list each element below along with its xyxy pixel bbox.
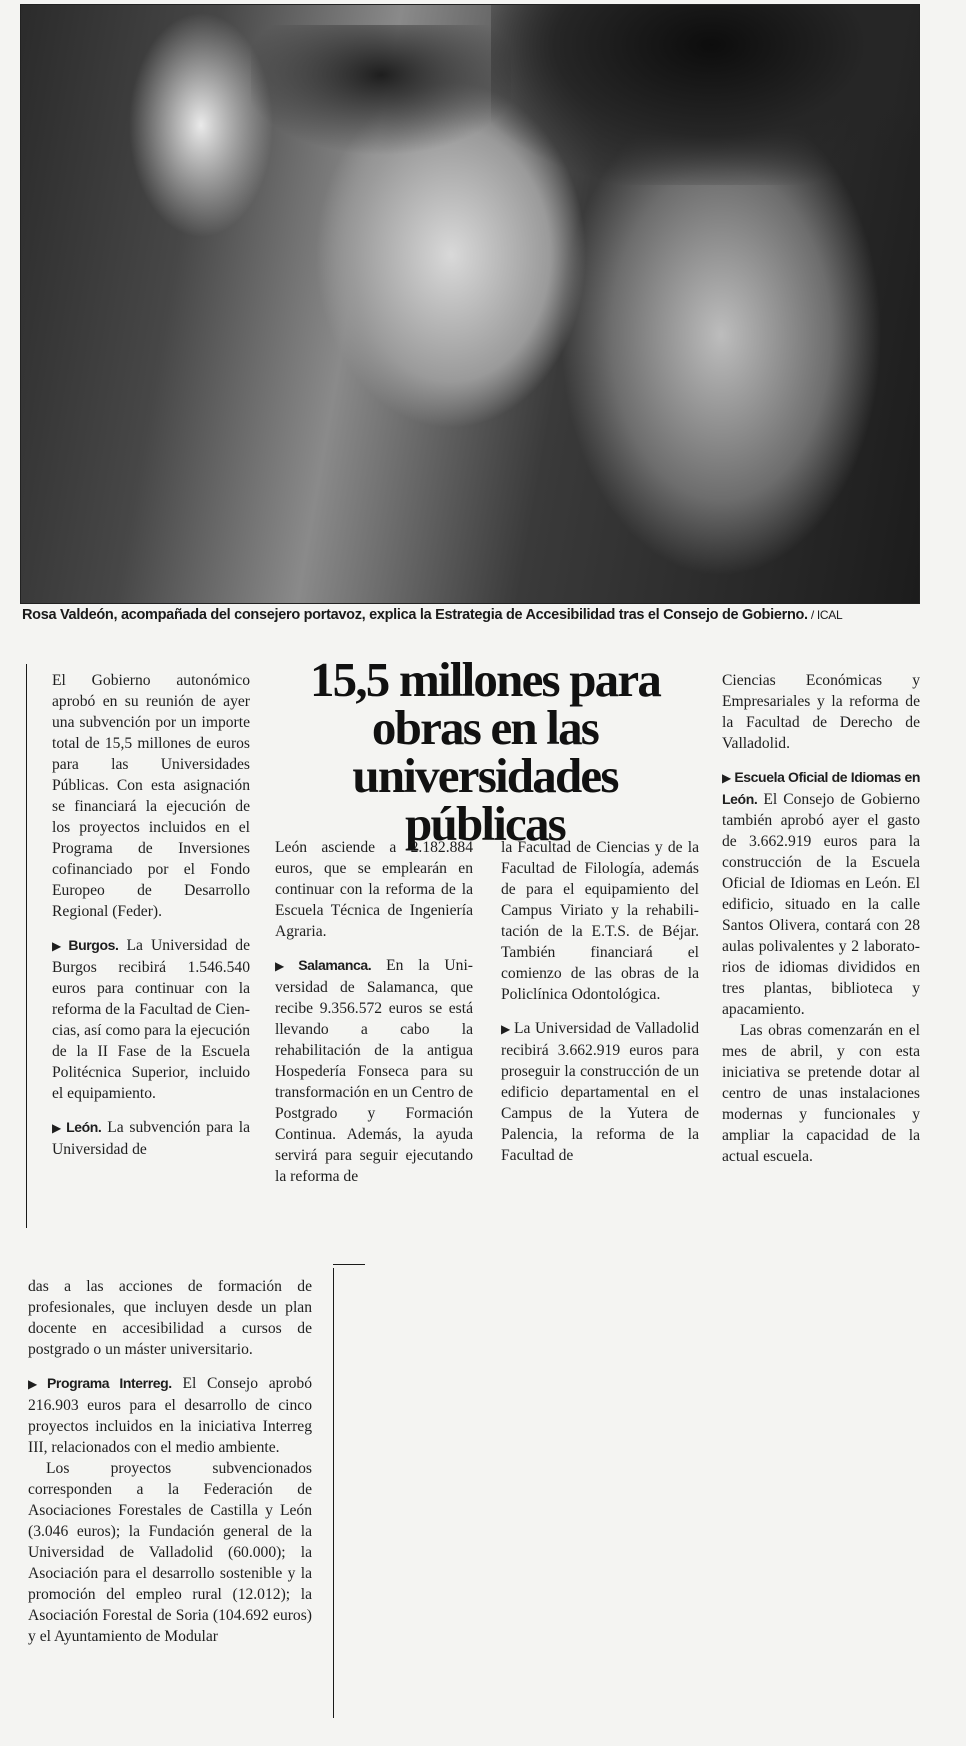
headline: 15,5 millones para obras en las universidades públicas — [309, 652, 661, 851]
arrow-icon: ▶ — [28, 1377, 44, 1391]
arrow-icon: ▶ — [52, 1121, 64, 1135]
obras-paragraph: Las obras comenzarán en el mes de abril, y con esta iniciativa se pretende dotar al centro de unas instalaciones modernas y funcionales y ampliar la capacidad de la actual escuela. — [722, 1022, 920, 1165]
burgos-text: La Universidad de Burgos recibirá 1.546.540 euros para continuar con la reforma de la Facultad de Ciencias, así como para la ejecución de la II Fase de la Escuela Politécnica Superior, incluido el equipamiento. — [52, 937, 251, 1102]
column-1 — [52, 670, 250, 1160]
eoi-text: El Consejo de Gobierno también aprobó ayer el gasto de 3.662.919 euros para la construcción de la Escuela Oficial de Idiomas en León. El edificio, situado en la calle Santos Olivera, contará con 28 aulas polivalentes y 2 laboratorios de idiomas divididos en tres plantas, biblioteca y apacamiento. — [722, 791, 920, 1018]
burgos-paragraph — [52, 935, 250, 1104]
intro-paragraph: El Gobierno autonómico aprobó en su reunión de ayer una subvención por un importe total de 15,5 millones de euros para las Universidades Públicas. Con esta asignación se financiará la ejecución de los proyectos incluidos en el Programa de Inversiones cofinanciado por el Fondo Europeo de Desarrollo Regional (Feder). — [52, 672, 250, 920]
lower-tick-rule — [333, 1264, 365, 1265]
formacion-continued: das a las acciones de formación de profesionales, que incluyen desde un plan docente en accesibilidad a cursos de postgrado o un máster universitario. — [28, 1278, 312, 1358]
arrow-icon: ▶ — [722, 771, 732, 785]
valladolid-continued: Ciencias Económicas y Empresariales y la reforma de la Facultad de Derecho de Valladolid. — [722, 672, 920, 752]
arrow-icon: ▶ — [52, 939, 66, 953]
valladolid-paragraph — [501, 1018, 699, 1166]
leon-paragraph — [52, 1117, 250, 1160]
eoi-lead: Escuela Oficial de Idiomas en León. — [722, 769, 920, 807]
arrow-icon: ▶ — [501, 1022, 511, 1036]
interreg-text: El Consejo aprobó 216.903 euros para el desarrollo de cinco proyectos incluidos en la iniciativa Interreg III, relacionados con el medio ambiente. — [28, 1375, 313, 1456]
eoi-paragraph — [722, 767, 920, 1020]
column-2 — [275, 837, 473, 1187]
proyectos-paragraph: Los proyectos subvencionados corresponden a la Federación de Asociaciones Forestales de Castilla y León (3.046 euros); la Fundación general de la Universidad de Valladolid (60.000); la Asociación para el desarrollo sostenible y la promoción del empleo rural (12.012); la Asociación Forestal de Soria (104.692 euros) y el Ayuntamiento de Modular — [28, 1460, 312, 1645]
salamanca-text: En la Universidad de Salamanca, que recibe 9.356.572 euros se está llevando a cabo la rehabilitación de la antigua Hospedería Fonseca para su transformación en un Centro de Postgrado y Formación Continua. Además, la ayuda servirá para seguir ejecutando la reforma de — [275, 957, 473, 1185]
photo-caption — [22, 607, 922, 623]
interreg-lead: Programa Interreg. — [46, 1375, 172, 1391]
leon-continued: León asciende a 2.182.884 euros, que se emplearán en continuar con la reforma de la Escuela Técnica de Ingeniería Agraria. — [275, 839, 473, 940]
column-4 — [722, 670, 920, 1167]
leon-lead: León. — [66, 1119, 102, 1135]
interreg-paragraph — [28, 1373, 312, 1458]
leon-text: La subvención para la Universidad de — [52, 1119, 251, 1158]
caption-credit: / ICAL — [807, 608, 843, 622]
salamanca-continued: la Facultad de Ciencias y de la Facultad de Filología, además de para el equipamiento del Campus Viriato y la rehabilitación de la E.T.S. de Béjar. También financiará el comienzo de las obras de la Policlínica Odontológica. — [501, 839, 699, 1003]
valladolid-text: La Universidad de Valladolid recibirá 3.662.919 euros para proseguir la construcción de un edificio departamental en el Campus de la Yutera de Palencia, la reforma de la Facultad de — [501, 1020, 699, 1164]
photo-shadow-left — [251, 25, 511, 175]
caption-text: Rosa Valdeón, acompañada del consejero portavoz, explica la Estrategia de Accesibilidad tras el Consejo de Gobierno. — [22, 607, 808, 623]
news-photo — [20, 4, 920, 604]
salamanca-lead: Salamanca. — [298, 957, 372, 973]
burgos-lead: Burgos. — [68, 937, 119, 953]
lower-column-rule — [333, 1268, 334, 1718]
column-3 — [501, 837, 699, 1166]
left-column-rule — [26, 664, 27, 1228]
photo-shadow-right — [491, 5, 919, 185]
arrow-icon: ▶ — [275, 959, 296, 973]
column-5 — [28, 1276, 312, 1647]
salamanca-paragraph — [275, 955, 473, 1187]
